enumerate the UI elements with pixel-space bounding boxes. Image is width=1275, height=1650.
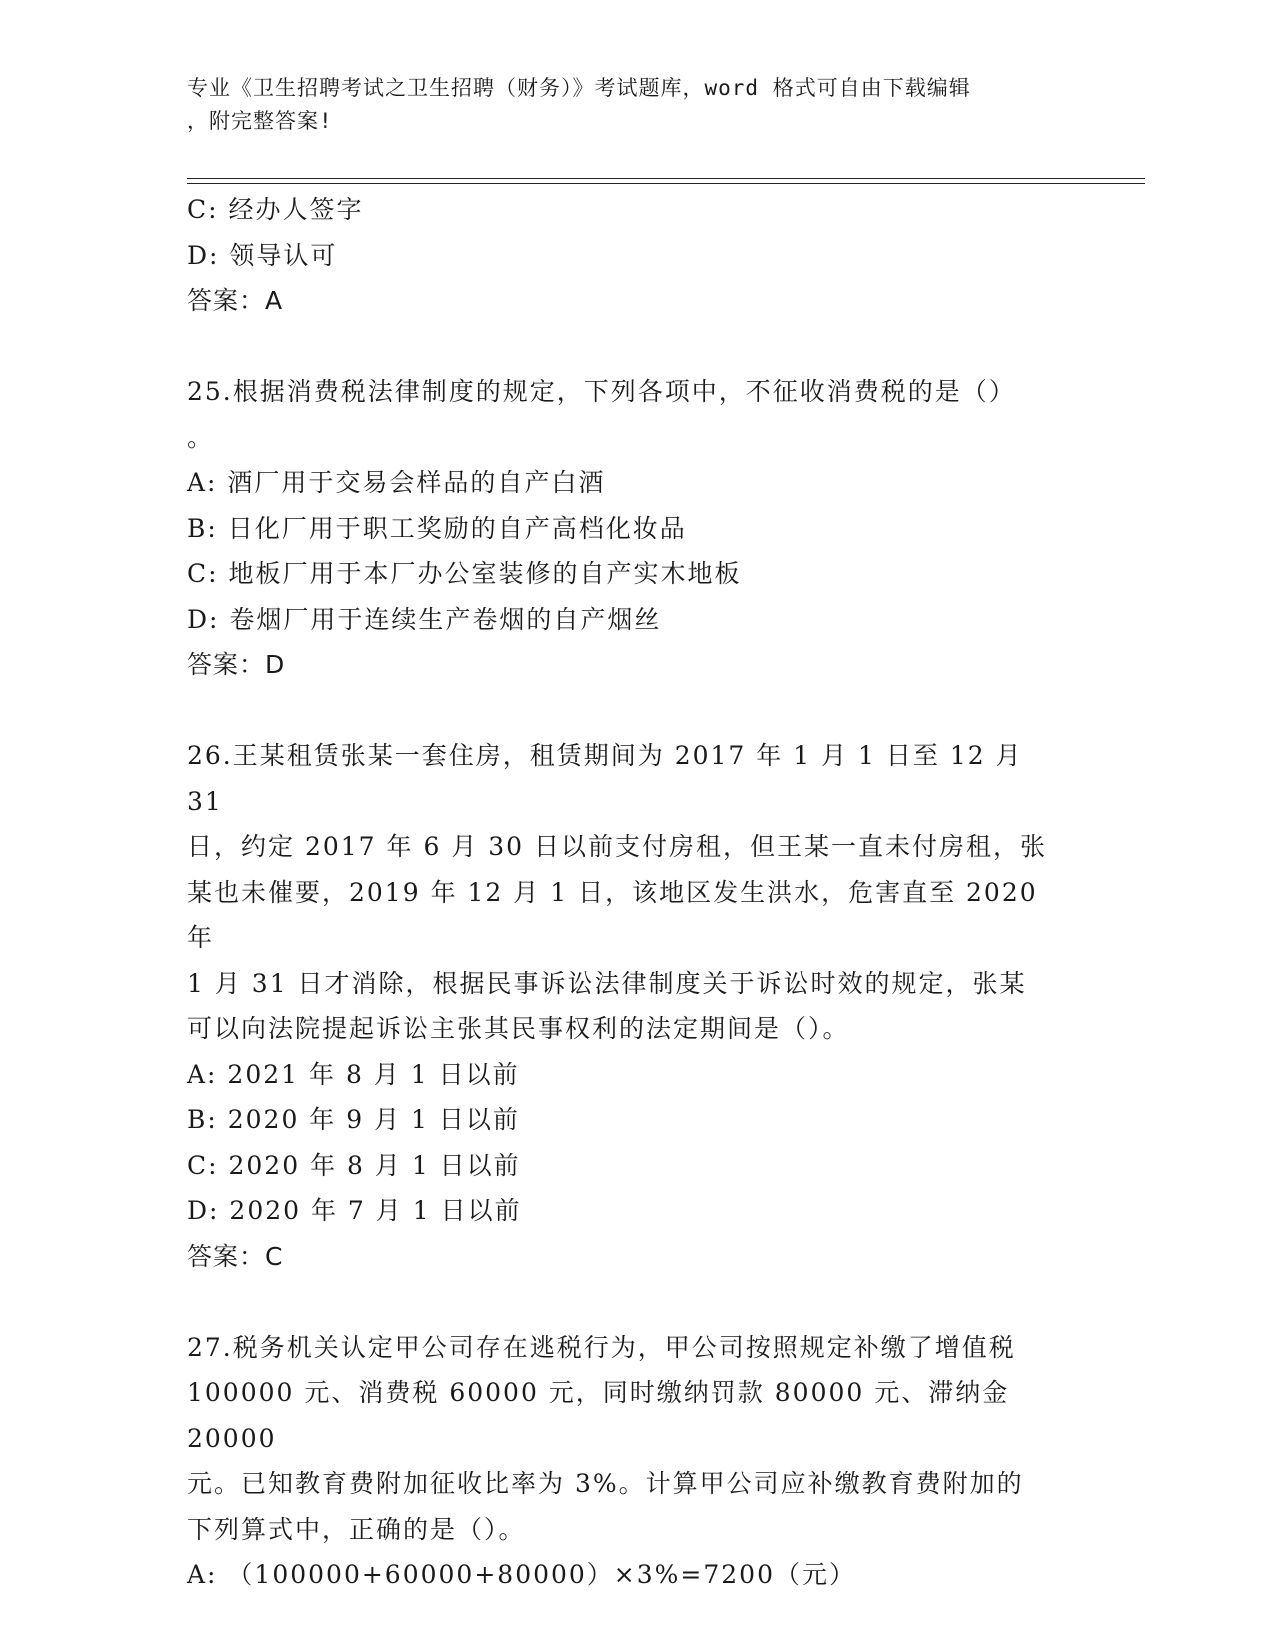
option-d: D: 2020 年 7 月 1 日以前 [187, 1196, 522, 1225]
question-stem: 25.根据消费税法律制度的规定，下列各项中，不征收消费税的是（） [187, 377, 1016, 406]
question-stem: 某也未催要，2019 年 12 月 1 日，该地区发生洪水，危害直至 2020 年 [187, 877, 1038, 952]
answer: 答案：A [187, 286, 284, 315]
spacer [187, 324, 1067, 370]
spacer [187, 688, 1067, 734]
option-b: B: 日化厂用于职工奖励的自产高档化妆品 [187, 513, 687, 543]
option-a: A: 酒厂用于交易会样品的自产白酒 [187, 468, 606, 497]
option-c: C: 2020 年 8 月 1 日以前 [187, 1150, 521, 1180]
question-27 [187, 1325, 1067, 1598]
document-body [187, 187, 1067, 1598]
question-stem: 下列算式中，正确的是（）。 [187, 1514, 526, 1544]
question-stem: 可以向法院提起诉讼主张其民事权利的法定期间是（）。 [187, 1014, 850, 1043]
option-c: C: 地板厂用于本厂办公室装修的自产实木地板 [187, 559, 742, 588]
document-header [187, 72, 1067, 138]
spacer [187, 1279, 1067, 1325]
answer: 答案：C [187, 1241, 284, 1271]
option-d: D: 领导认可 [187, 240, 338, 270]
previous-question [187, 187, 1067, 324]
option-b: B: 2020 年 9 月 1 日以前 [187, 1105, 520, 1134]
option-c: C: 经办人签字 [187, 195, 364, 224]
header-line-2: ，附完整答案! [187, 109, 333, 133]
option-a: A: （100000+60000+80000）×3%=7200（元） [187, 1560, 856, 1589]
question-stem: 。 [187, 422, 215, 452]
option-d: D: 卷烟厂用于连续生产卷烟的自产烟丝 [187, 604, 662, 634]
question-25 [187, 369, 1067, 688]
question-26 [187, 733, 1067, 1279]
question-stem: 100000 元、消费税 60000 元，同时缴纳罚款 80000 元、滞纳金 20000 [187, 1378, 1010, 1453]
header-divider-bottom [187, 183, 1145, 184]
answer: 答案：D [187, 650, 286, 679]
question-stem: 27.税务机关认定甲公司存在逃税行为，甲公司按照规定补缴了增值税 [187, 1332, 1016, 1362]
question-stem: 26.王某租赁张某一套住房，租赁期间为 2017 年 1 月 1 日至 12 月 31 [187, 741, 1023, 816]
question-stem: 1 月 31 日才消除，根据民事诉讼法律制度关于诉讼时效的规定，张某 [187, 968, 1027, 998]
header-line-1: 专业《卫生招聘考试之卫生招聘（财务）》考试题库，word 格式可自由下载编辑 [187, 76, 971, 100]
question-stem: 日，约定 2017 年 6 月 30 日以前支付房租，但王某一直未付房租，张 [187, 832, 1048, 861]
header-divider-top [187, 178, 1145, 179]
option-a: A: 2021 年 8 月 1 日以前 [187, 1059, 520, 1089]
question-stem: 元。已知教育费附加征收比率为 3%。计算甲公司应补缴教育费附加的 [187, 1469, 1024, 1498]
